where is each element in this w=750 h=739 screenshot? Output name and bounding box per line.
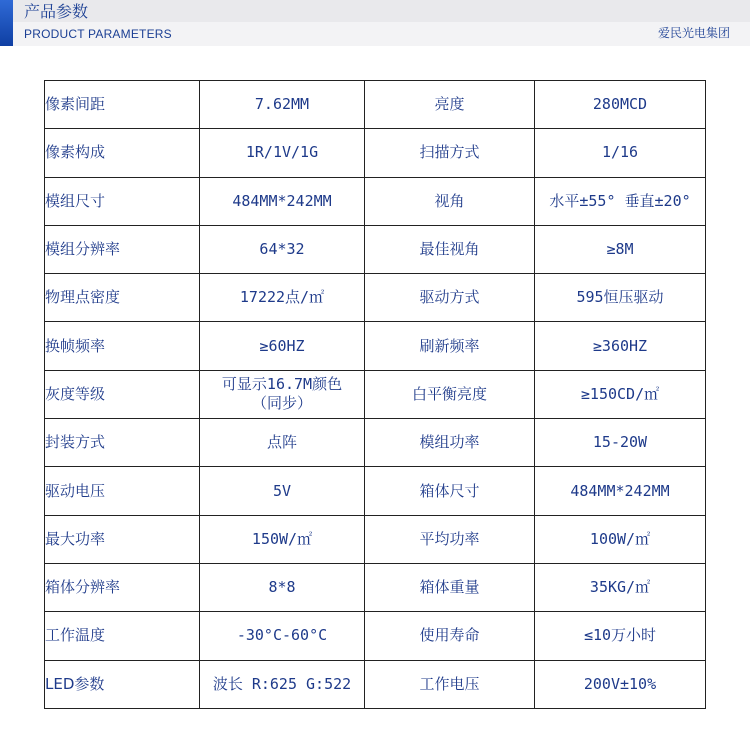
param-value: 150W/㎡ [200, 515, 365, 563]
param-label: 模组分辨率 [45, 225, 200, 273]
param-value: ≥360HZ [535, 322, 706, 370]
section-header [0, 0, 750, 46]
table-row [45, 81, 706, 129]
company-name: 爱民光电集团 [657, 26, 730, 40]
param-label: 白平衡亮度 [365, 370, 535, 418]
param-label: 亮度 [365, 81, 535, 129]
param-label: LED参数 [45, 660, 200, 708]
param-value: 100W/㎡ [535, 515, 706, 563]
param-value: 点阵 [200, 419, 365, 467]
param-value: ≥150CD/㎡ [535, 370, 706, 418]
param-value: 15-20W [535, 419, 706, 467]
table-row [45, 177, 706, 225]
table-row [45, 563, 706, 611]
param-value: 280MCD [535, 81, 706, 129]
parameters-table-body [45, 81, 706, 709]
param-label: 灰度等级 [45, 370, 200, 418]
param-label: 视角 [365, 177, 535, 225]
table-row [45, 274, 706, 322]
table-row [45, 612, 706, 660]
param-value: ≥8M [535, 225, 706, 273]
param-label: 箱体分辨率 [45, 563, 200, 611]
param-label: 模组尺寸 [45, 177, 200, 225]
param-value: 1R/1V/1G [200, 129, 365, 177]
param-value: 484MM*242MM [200, 177, 365, 225]
table-row [45, 467, 706, 515]
param-label: 使用寿命 [365, 612, 535, 660]
table-row [45, 370, 706, 418]
param-value: 200V±10% [535, 660, 706, 708]
param-value: 波长 R:625 G:522 [200, 660, 365, 708]
param-label: 箱体重量 [365, 563, 535, 611]
param-value: 水平±55° 垂直±20° [535, 177, 706, 225]
param-value: ≤10万小时 [535, 612, 706, 660]
param-label: 工作温度 [45, 612, 200, 660]
param-label: 驱动方式 [365, 274, 535, 322]
param-value: 484MM*242MM [535, 467, 706, 515]
table-row [45, 225, 706, 273]
param-value: 5V [200, 467, 365, 515]
param-value: 7.62MM [200, 81, 365, 129]
param-value: 35KG/㎡ [535, 563, 706, 611]
table-row [45, 129, 706, 177]
param-value: -30°C-60°C [200, 612, 365, 660]
param-label: 最大功率 [45, 515, 200, 563]
section-title-cn: 产品参数 [24, 2, 89, 21]
param-label: 像素构成 [45, 129, 200, 177]
param-value: 8*8 [200, 563, 365, 611]
table-row [45, 419, 706, 467]
param-label: 物理点密度 [45, 274, 200, 322]
param-label: 扫描方式 [365, 129, 535, 177]
param-label: 最佳视角 [365, 225, 535, 273]
param-label: 箱体尺寸 [365, 467, 535, 515]
param-label: 工作电压 [365, 660, 535, 708]
table-row [45, 322, 706, 370]
param-value: ≥60HZ [200, 322, 365, 370]
table-row [45, 660, 706, 708]
param-value: 可显示16.7M颜色 （同步） [200, 370, 365, 418]
param-label: 刷新频率 [365, 322, 535, 370]
param-value: 595恒压驱动 [535, 274, 706, 322]
param-label: 封装方式 [45, 419, 200, 467]
param-label: 平均功率 [365, 515, 535, 563]
param-value: 17222点/㎡ [200, 274, 365, 322]
table-row [45, 515, 706, 563]
header-accent-bar [0, 0, 13, 46]
section-title-en: PRODUCT PARAMETERS [24, 27, 172, 41]
header-top-band [13, 0, 750, 22]
param-label: 像素间距 [45, 81, 200, 129]
param-label: 驱动电压 [45, 467, 200, 515]
param-value: 1/16 [535, 129, 706, 177]
param-label: 换帧频率 [45, 322, 200, 370]
parameters-table [44, 80, 706, 709]
param-value: 64*32 [200, 225, 365, 273]
param-label: 模组功率 [365, 419, 535, 467]
